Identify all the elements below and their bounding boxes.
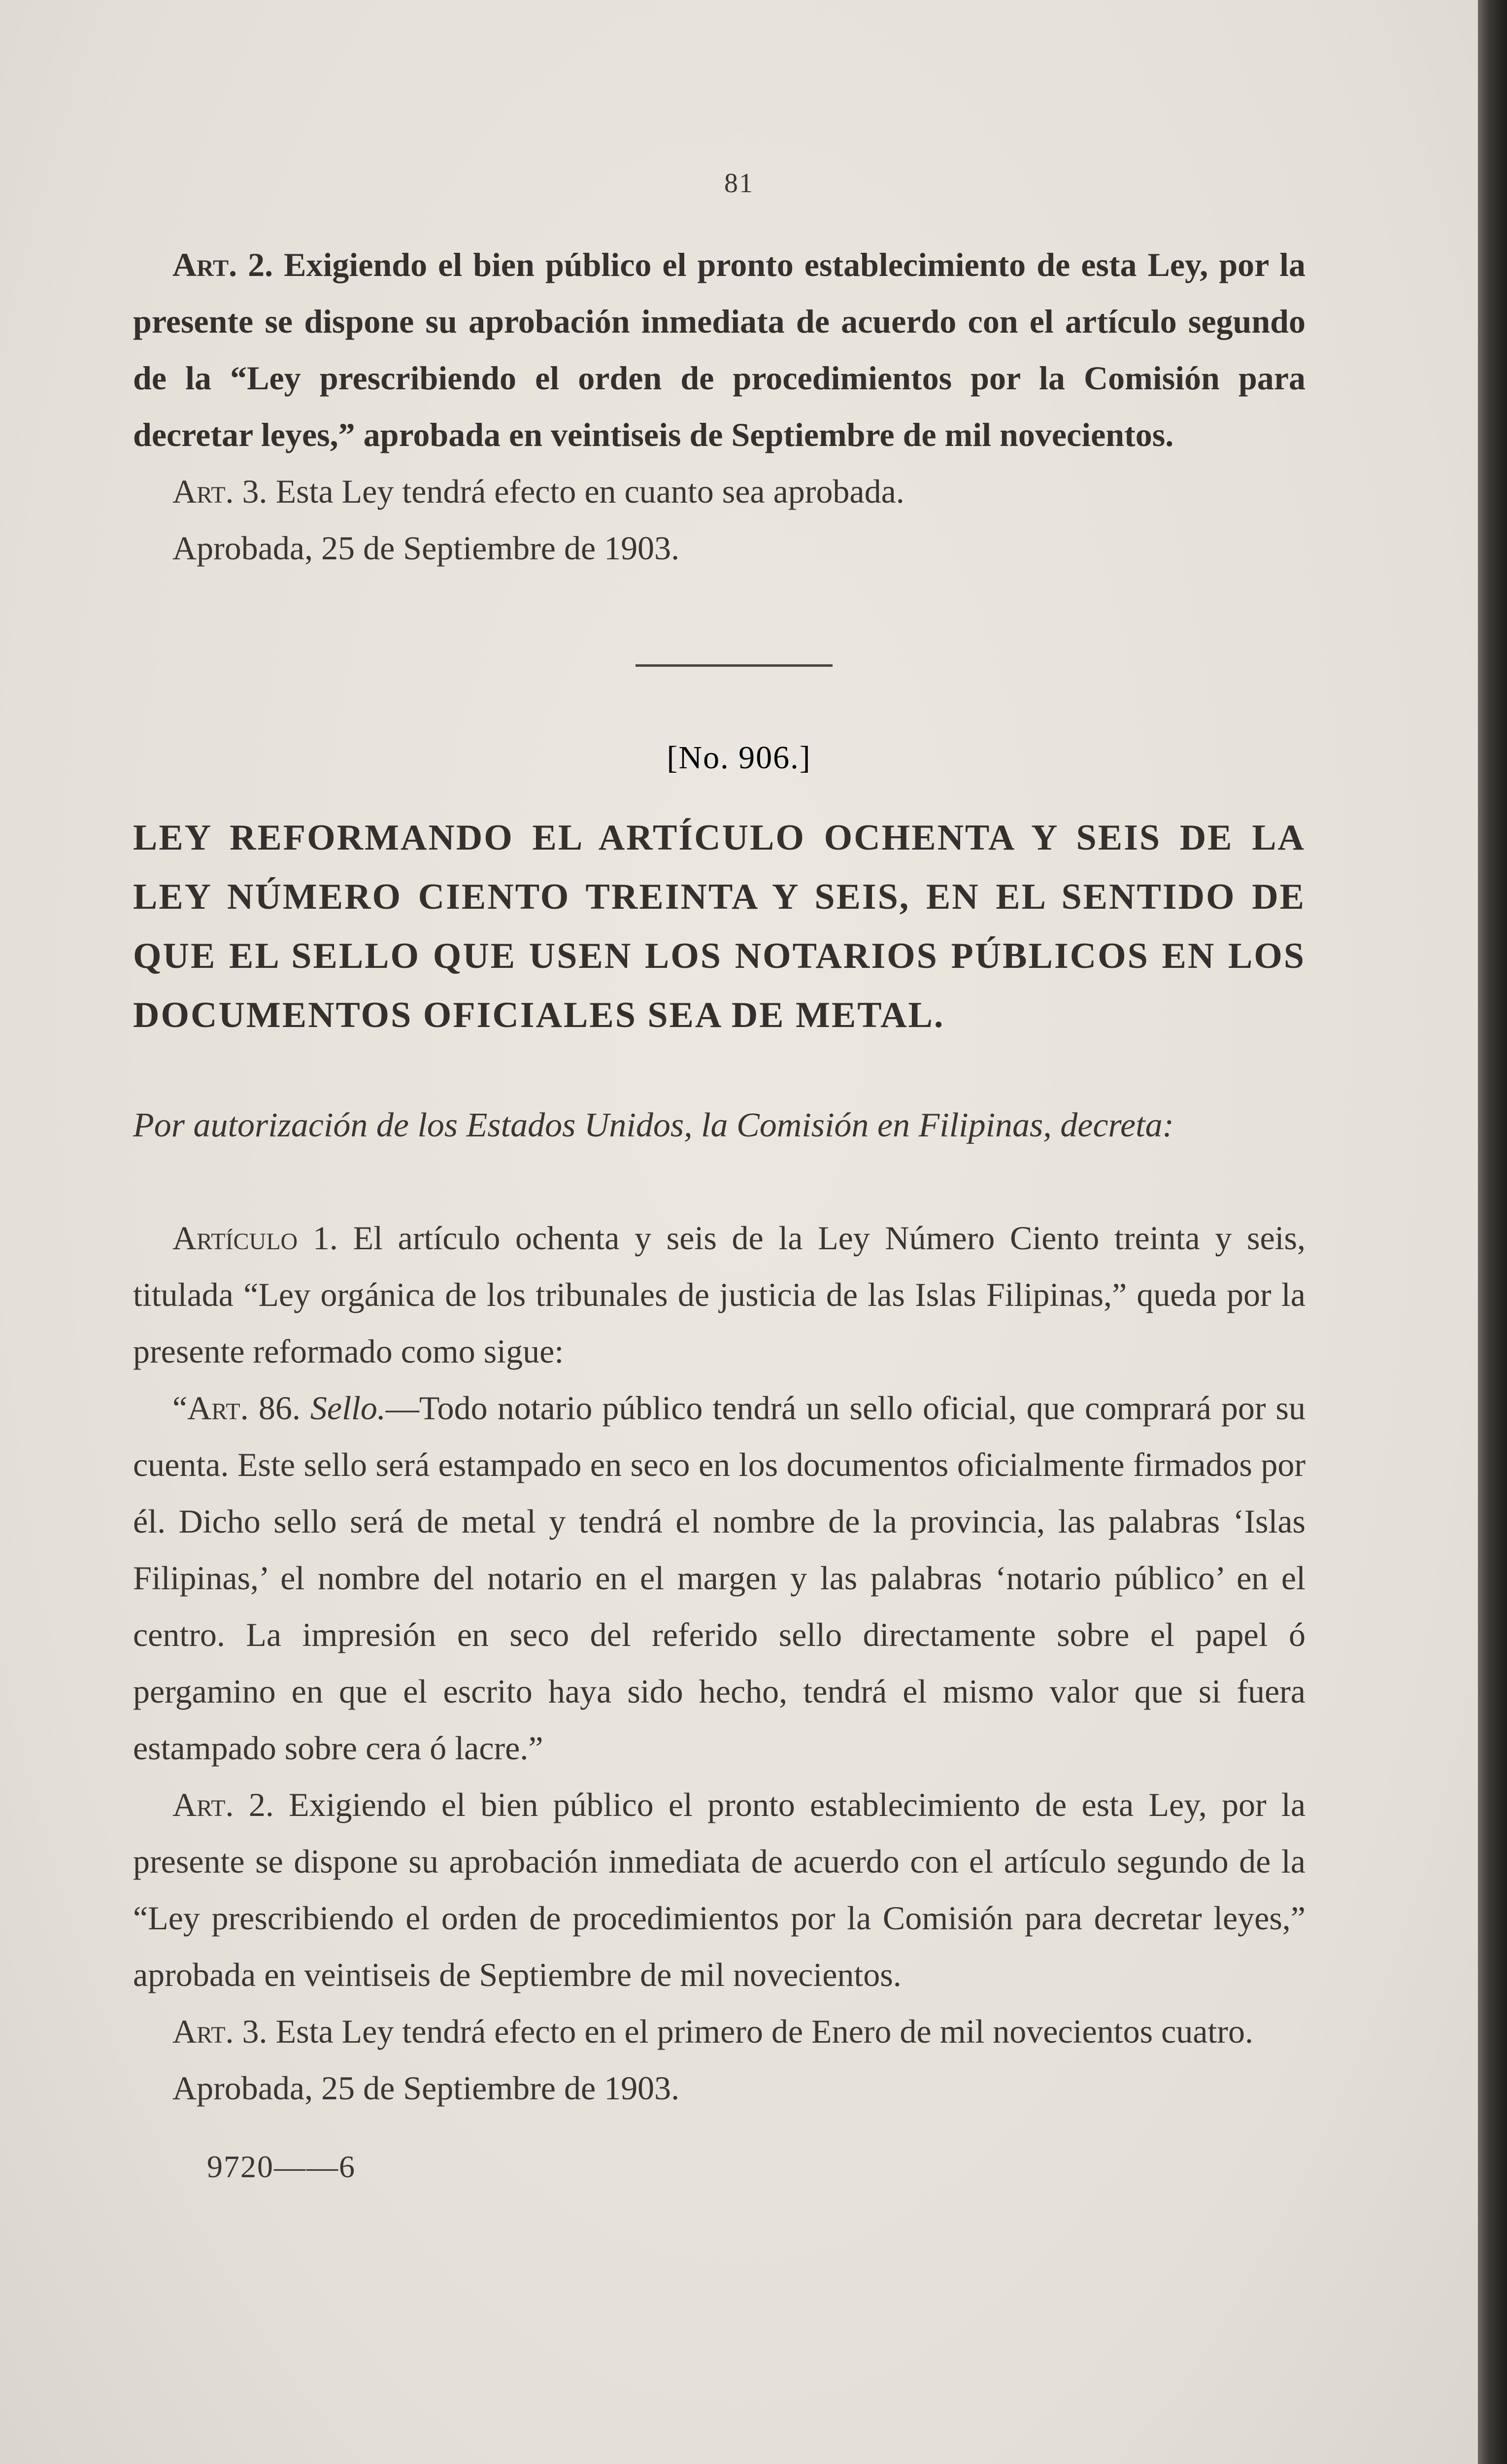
- enacting-clause: Por autorización de los Estados Unidos, la Comisión en Filipinas, decreta:: [133, 1106, 1174, 1144]
- law-title: LEY REFORMANDO EL ARTÍCULO OCHENTA Y SEIS DE LA LEY NÚMERO CIENTO TREINTA Y SEIS, EN EL SENTIDO DE QUE EL SELLO QUE USEN LOS NOTARIOS PÚBLICOS EN LOS DOCUMENTOS OFICIALES SEA DE METAL.: [133, 818, 1306, 1035]
- approved-date: Aprobada, 25 de Septiembre de 1903.: [172, 2069, 680, 2107]
- page-number: 81: [724, 168, 754, 199]
- art-1-text: El artículo ochenta y seis de la Ley Número Ciento treinta y seis, titulada “Ley orgánica de los tribunales de justicia de las Islas Filipinas,” queda por la presente reformado como sigue:: [133, 1219, 1306, 1370]
- prior-art-3-lead: Art. 3.: [172, 473, 268, 510]
- section-divider: [636, 664, 833, 667]
- law-body: [133, 1210, 1306, 2117]
- prior-art-2: [133, 237, 1306, 463]
- art-2: [133, 1777, 1306, 2003]
- art-86: [133, 1380, 1306, 1777]
- art-86-heading: Sello.: [310, 1389, 386, 1427]
- art-2-lead: Art. 2.: [172, 1786, 274, 1823]
- law-number: [No. 906.]: [667, 740, 811, 776]
- art-1: [133, 1210, 1306, 1380]
- art-3: [133, 2003, 1306, 2060]
- art-86-text: —Todo notario público tendrá un sello oficial, que comprará por su cuenta. Este sello será estampado en seco en los documentos oficialmente firmados por él. Dicho sello será de metal y tendrá el nombre de la provincia, las palabras ‘Islas Filipinas,’ el nombre del notario en el margen y las palabras ‘notario público’ en el centro. La impresión en seco del referido sello directamente sobre el papel ó pergamino en que el escrito haya sido hecho, tendrá el mismo valor que si fuera estampado sobre cera ó lacre.”: [133, 1389, 1306, 1767]
- art-86-lead: “Art. 86.: [172, 1389, 301, 1427]
- art-1-lead: Artículo 1.: [172, 1219, 338, 1257]
- prior-art-3: [133, 463, 1306, 520]
- prior-art-2-lead: Art. 2.: [172, 246, 273, 283]
- art-2-text: Exigiendo el bien público el pronto establecimiento de esta Ley, por la presente se dispone su aprobación inmediata de acuerdo con el artículo segundo de la “Ley prescribiendo el orden de procedimientos por la Comisión para decretar leyes,” aprobada en veintiseis de Septiembre de mil novecientos.: [133, 1786, 1306, 1993]
- prior-art-3-text: Esta Ley tendrá efecto en cuanto sea aprobada.: [275, 473, 904, 510]
- prior-law-section: [133, 237, 1306, 577]
- art-3-text: Esta Ley tendrá efecto en el primero de Enero de mil novecientos cuatro.: [275, 2013, 1253, 2050]
- art-3-lead: Art. 3.: [172, 2013, 268, 2050]
- prior-art-2-text: Exigiendo el bien público el pronto establecimiento de esta Ley, por la presente se dispone su aprobación inmediata de acuerdo con el artículo segundo de la “Ley prescribiendo el orden de procedimientos por la Comisión para decretar leyes,” aprobada en veintiseis de Septiembre de mil novecientos.: [133, 246, 1306, 453]
- printer-signature-mark: 9720——6: [207, 2149, 356, 2184]
- prior-approved-date: Aprobada, 25 de Septiembre de 1903.: [172, 529, 680, 567]
- book-edge-shadow: [1478, 0, 1507, 2464]
